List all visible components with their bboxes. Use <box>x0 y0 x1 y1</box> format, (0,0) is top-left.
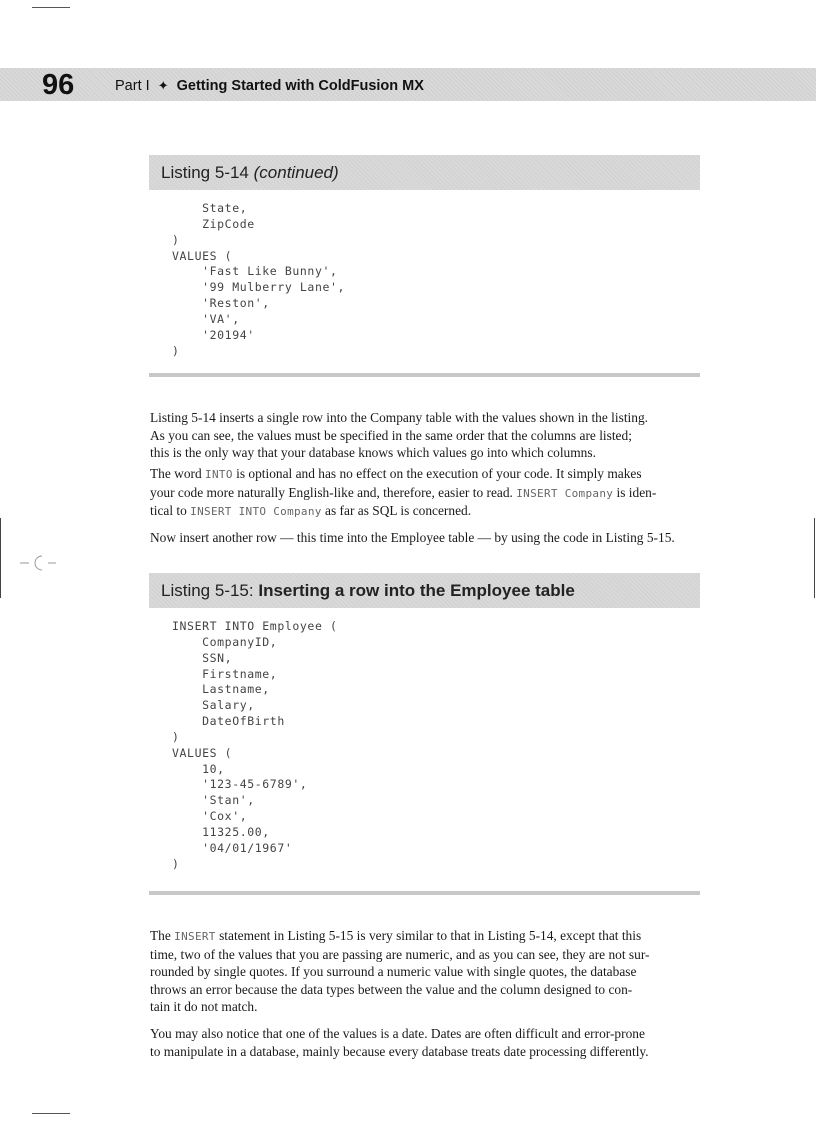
margin-line-right <box>814 518 815 598</box>
chapter-title: Getting Started with ColdFusion MX <box>176 78 424 94</box>
listing-5-14-rule <box>149 373 700 377</box>
paragraph-numeric-values: The INSERT statement in Listing 5-15 is very similar to that in Listing 5-14, except that this time, two of the values that you are passing are numeric, and as you can see, they are not sur- rounded by single quotes. If you surround a numeric value with single quotes, the database throws an error because the data types between the value and the column designed to con- tain it do not match. <box>150 928 650 1014</box>
inline-code: INSERT INTO Company <box>190 505 322 518</box>
paragraph-date-values: You may also notice that one of the values is a date. Dates are often difficult and error-prone to manipulate in a database, mainly because every database treats date processing differently. <box>150 1026 649 1059</box>
diamond-separator-icon: ✦ <box>157 78 169 93</box>
listing-5-15-code: INSERT INTO Employee ( CompanyID, SSN, Firstname, Lastname, Salary, DateOfBirth ) VALUES ( 10, '123-45-6789', 'Stan', 'Cox', 11325.00, '04/01/1967' ) <box>172 619 338 871</box>
part-label: Part I <box>115 78 150 94</box>
listing-5-15-rule <box>149 891 700 895</box>
crop-mark-bottom <box>32 1113 70 1114</box>
listing-5-15-header <box>149 573 700 608</box>
inline-code: INSERT <box>174 930 216 943</box>
listing-label: Listing 5-14 <box>161 163 249 182</box>
paragraph-listing-5-14-explanation: Listing 5-14 inserts a single row into the Company table with the values shown in the listing. As you can see, the values must be specified in the same order that the columns are listed; this is the only way that your database knows which values go into which columns. <box>150 410 648 460</box>
listing-label: Listing 5-15: <box>161 581 254 600</box>
paragraph-insert-another-row: Now insert another row — this time into the Employee table — by using the code in Listing 5-15. <box>150 530 675 545</box>
running-head <box>115 68 424 101</box>
registration-mark-icon <box>20 553 70 573</box>
margin-line-left <box>0 518 1 598</box>
inline-code: INTO <box>205 468 233 481</box>
inline-code: INSERT Company <box>516 486 614 500</box>
listing-title: Inserting a row into the Employee table <box>258 581 575 600</box>
listing-continued-label: (continued) <box>253 163 339 182</box>
page-number: 96 <box>42 69 75 101</box>
listing-5-14-code: State, ZipCode ) VALUES ( 'Fast Like Bunny', '99 Mulberry Lane', 'Reston', 'VA', '20194' ) <box>172 201 346 358</box>
listing-5-14-header <box>149 155 700 190</box>
paragraph-into-keyword: The word INTO is optional and has no effect on the execution of your code. It simply makes your code more naturally English-like and, therefore, easier to read. INSERT Company is iden- tical to INSERT INTO Company as far as SQL is concerned. <box>150 466 657 518</box>
crop-mark-top <box>32 7 70 8</box>
